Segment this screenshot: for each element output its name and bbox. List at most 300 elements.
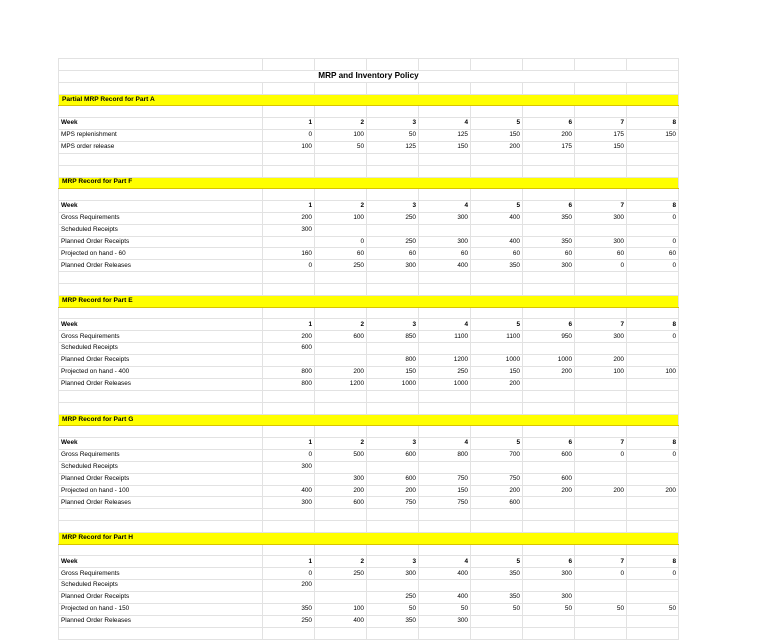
empty-cell[interactable] bbox=[315, 544, 367, 556]
data-cell[interactable] bbox=[419, 343, 471, 355]
data-cell[interactable]: 400 bbox=[419, 592, 471, 604]
data-cell[interactable]: 250 bbox=[263, 615, 315, 627]
data-cell[interactable] bbox=[263, 236, 315, 248]
empty-cell[interactable] bbox=[419, 402, 471, 414]
empty-cell[interactable] bbox=[367, 402, 419, 414]
empty-cell[interactable] bbox=[471, 521, 523, 533]
data-cell[interactable]: 400 bbox=[471, 212, 523, 224]
empty-cell[interactable] bbox=[575, 189, 627, 201]
data-cell[interactable]: 200 bbox=[263, 580, 315, 592]
empty-cell[interactable] bbox=[419, 521, 471, 533]
empty-cell[interactable] bbox=[367, 509, 419, 521]
empty-cell[interactable] bbox=[575, 82, 627, 94]
empty-cell[interactable] bbox=[523, 509, 575, 521]
data-cell[interactable]: 300 bbox=[419, 212, 471, 224]
empty-cell[interactable] bbox=[367, 521, 419, 533]
data-cell[interactable] bbox=[315, 224, 367, 236]
empty-cell[interactable] bbox=[627, 627, 679, 639]
empty-cell[interactable] bbox=[419, 509, 471, 521]
empty-cell[interactable] bbox=[627, 59, 679, 71]
empty-cell[interactable] bbox=[367, 272, 419, 284]
empty-cell[interactable] bbox=[627, 390, 679, 402]
data-cell[interactable]: 100 bbox=[315, 604, 367, 616]
data-cell[interactable]: 300 bbox=[263, 497, 315, 509]
data-cell[interactable]: 200 bbox=[471, 485, 523, 497]
data-cell[interactable]: 60 bbox=[471, 248, 523, 260]
empty-cell[interactable] bbox=[523, 106, 575, 118]
empty-cell[interactable] bbox=[59, 544, 263, 556]
data-cell[interactable]: 800 bbox=[419, 449, 471, 461]
data-cell[interactable] bbox=[471, 343, 523, 355]
empty-cell[interactable] bbox=[471, 153, 523, 165]
data-cell[interactable]: 125 bbox=[419, 129, 471, 141]
data-cell[interactable]: 600 bbox=[523, 473, 575, 485]
empty-cell[interactable] bbox=[315, 106, 367, 118]
data-cell[interactable]: 400 bbox=[315, 615, 367, 627]
data-cell[interactable]: 60 bbox=[575, 248, 627, 260]
empty-cell[interactable] bbox=[575, 521, 627, 533]
data-cell[interactable]: 0 bbox=[575, 260, 627, 272]
empty-cell[interactable] bbox=[523, 627, 575, 639]
data-cell[interactable]: 60 bbox=[523, 248, 575, 260]
empty-cell[interactable] bbox=[367, 153, 419, 165]
data-cell[interactable]: 200 bbox=[575, 355, 627, 367]
empty-cell[interactable] bbox=[263, 509, 315, 521]
empty-cell[interactable] bbox=[471, 544, 523, 556]
empty-cell[interactable] bbox=[523, 307, 575, 319]
empty-cell[interactable] bbox=[59, 165, 263, 177]
data-cell[interactable]: 600 bbox=[523, 449, 575, 461]
empty-cell[interactable] bbox=[471, 189, 523, 201]
data-cell[interactable]: 350 bbox=[263, 604, 315, 616]
data-cell[interactable]: 200 bbox=[627, 485, 679, 497]
empty-cell[interactable] bbox=[575, 284, 627, 296]
data-cell[interactable]: 1000 bbox=[471, 355, 523, 367]
empty-cell[interactable] bbox=[523, 165, 575, 177]
data-cell[interactable]: 60 bbox=[419, 248, 471, 260]
data-cell[interactable]: 750 bbox=[367, 497, 419, 509]
data-cell[interactable]: 50 bbox=[627, 604, 679, 616]
data-cell[interactable]: 400 bbox=[263, 485, 315, 497]
data-cell[interactable]: 750 bbox=[419, 497, 471, 509]
empty-cell[interactable] bbox=[59, 106, 263, 118]
empty-cell[interactable] bbox=[523, 402, 575, 414]
data-cell[interactable]: 100 bbox=[575, 366, 627, 378]
empty-cell[interactable] bbox=[523, 390, 575, 402]
empty-cell[interactable] bbox=[263, 402, 315, 414]
data-cell[interactable] bbox=[367, 461, 419, 473]
data-cell[interactable]: 250 bbox=[315, 260, 367, 272]
empty-cell[interactable] bbox=[367, 307, 419, 319]
data-cell[interactable]: 350 bbox=[471, 260, 523, 272]
data-cell[interactable]: 500 bbox=[315, 449, 367, 461]
data-cell[interactable]: 950 bbox=[523, 331, 575, 343]
empty-cell[interactable] bbox=[419, 189, 471, 201]
data-cell[interactable]: 50 bbox=[419, 604, 471, 616]
data-cell[interactable] bbox=[263, 592, 315, 604]
data-cell[interactable] bbox=[575, 615, 627, 627]
data-cell[interactable]: 200 bbox=[523, 129, 575, 141]
data-cell[interactable]: 800 bbox=[263, 378, 315, 390]
data-cell[interactable]: 150 bbox=[471, 129, 523, 141]
data-cell[interactable]: 350 bbox=[471, 592, 523, 604]
data-cell[interactable]: 300 bbox=[315, 473, 367, 485]
data-cell[interactable] bbox=[471, 615, 523, 627]
data-cell[interactable]: 0 bbox=[627, 236, 679, 248]
empty-cell[interactable] bbox=[263, 544, 315, 556]
data-cell[interactable]: 850 bbox=[367, 331, 419, 343]
empty-cell[interactable] bbox=[263, 307, 315, 319]
empty-cell[interactable] bbox=[367, 189, 419, 201]
data-cell[interactable] bbox=[627, 580, 679, 592]
data-cell[interactable]: 100 bbox=[263, 141, 315, 153]
data-cell[interactable] bbox=[263, 355, 315, 367]
empty-cell[interactable] bbox=[471, 307, 523, 319]
empty-cell[interactable] bbox=[627, 426, 679, 438]
data-cell[interactable] bbox=[575, 592, 627, 604]
empty-cell[interactable] bbox=[367, 284, 419, 296]
data-cell[interactable]: 200 bbox=[523, 485, 575, 497]
data-cell[interactable]: 100 bbox=[627, 366, 679, 378]
empty-cell[interactable] bbox=[263, 272, 315, 284]
data-cell[interactable]: 0 bbox=[575, 568, 627, 580]
data-cell[interactable]: 1100 bbox=[419, 331, 471, 343]
data-cell[interactable]: 100 bbox=[315, 129, 367, 141]
data-cell[interactable]: 0 bbox=[627, 260, 679, 272]
data-cell[interactable] bbox=[627, 355, 679, 367]
data-cell[interactable]: 200 bbox=[315, 366, 367, 378]
data-cell[interactable]: 0 bbox=[575, 449, 627, 461]
data-cell[interactable] bbox=[367, 580, 419, 592]
data-cell[interactable]: 350 bbox=[523, 212, 575, 224]
empty-cell[interactable] bbox=[523, 59, 575, 71]
data-cell[interactable] bbox=[471, 461, 523, 473]
empty-cell[interactable] bbox=[263, 82, 315, 94]
data-cell[interactable] bbox=[419, 580, 471, 592]
empty-cell[interactable] bbox=[315, 153, 367, 165]
empty-cell[interactable] bbox=[471, 390, 523, 402]
data-cell[interactable]: 50 bbox=[367, 604, 419, 616]
empty-cell[interactable] bbox=[315, 59, 367, 71]
data-cell[interactable]: 600 bbox=[263, 343, 315, 355]
empty-cell[interactable] bbox=[523, 189, 575, 201]
empty-cell[interactable] bbox=[523, 272, 575, 284]
data-cell[interactable]: 1000 bbox=[419, 378, 471, 390]
empty-cell[interactable] bbox=[419, 106, 471, 118]
data-cell[interactable] bbox=[419, 224, 471, 236]
empty-cell[interactable] bbox=[315, 82, 367, 94]
data-cell[interactable]: 750 bbox=[471, 473, 523, 485]
data-cell[interactable] bbox=[523, 343, 575, 355]
data-cell[interactable] bbox=[627, 141, 679, 153]
data-cell[interactable]: 0 bbox=[263, 260, 315, 272]
empty-cell[interactable] bbox=[627, 165, 679, 177]
data-cell[interactable]: 300 bbox=[419, 615, 471, 627]
empty-cell[interactable] bbox=[263, 165, 315, 177]
data-cell[interactable]: 200 bbox=[471, 378, 523, 390]
empty-cell[interactable] bbox=[575, 59, 627, 71]
data-cell[interactable] bbox=[523, 615, 575, 627]
empty-cell[interactable] bbox=[627, 106, 679, 118]
data-cell[interactable]: 0 bbox=[627, 212, 679, 224]
empty-cell[interactable] bbox=[419, 390, 471, 402]
data-cell[interactable]: 200 bbox=[367, 485, 419, 497]
empty-cell[interactable] bbox=[419, 544, 471, 556]
data-cell[interactable]: 200 bbox=[263, 331, 315, 343]
data-cell[interactable]: 200 bbox=[523, 366, 575, 378]
empty-cell[interactable] bbox=[315, 426, 367, 438]
empty-cell[interactable] bbox=[59, 509, 263, 521]
data-cell[interactable] bbox=[315, 343, 367, 355]
data-cell[interactable]: 800 bbox=[367, 355, 419, 367]
data-cell[interactable]: 125 bbox=[367, 141, 419, 153]
empty-cell[interactable] bbox=[367, 627, 419, 639]
empty-cell[interactable] bbox=[367, 390, 419, 402]
data-cell[interactable]: 200 bbox=[263, 212, 315, 224]
empty-cell[interactable] bbox=[575, 153, 627, 165]
data-cell[interactable]: 50 bbox=[315, 141, 367, 153]
data-cell[interactable]: 200 bbox=[575, 485, 627, 497]
empty-cell[interactable] bbox=[523, 426, 575, 438]
data-cell[interactable] bbox=[419, 461, 471, 473]
data-cell[interactable]: 750 bbox=[419, 473, 471, 485]
data-cell[interactable]: 100 bbox=[315, 212, 367, 224]
data-cell[interactable] bbox=[315, 580, 367, 592]
data-cell[interactable]: 250 bbox=[367, 236, 419, 248]
empty-cell[interactable] bbox=[419, 307, 471, 319]
data-cell[interactable]: 1200 bbox=[419, 355, 471, 367]
empty-cell[interactable] bbox=[471, 284, 523, 296]
data-cell[interactable]: 50 bbox=[575, 604, 627, 616]
data-cell[interactable] bbox=[627, 461, 679, 473]
data-cell[interactable]: 400 bbox=[471, 236, 523, 248]
empty-cell[interactable] bbox=[59, 189, 263, 201]
empty-cell[interactable] bbox=[523, 521, 575, 533]
data-cell[interactable]: 150 bbox=[419, 485, 471, 497]
empty-cell[interactable] bbox=[471, 59, 523, 71]
empty-cell[interactable] bbox=[419, 627, 471, 639]
empty-cell[interactable] bbox=[575, 106, 627, 118]
empty-cell[interactable] bbox=[575, 390, 627, 402]
empty-cell[interactable] bbox=[367, 165, 419, 177]
data-cell[interactable]: 300 bbox=[263, 461, 315, 473]
data-cell[interactable]: 150 bbox=[575, 141, 627, 153]
data-cell[interactable] bbox=[627, 378, 679, 390]
data-cell[interactable]: 1200 bbox=[315, 378, 367, 390]
data-cell[interactable]: 200 bbox=[471, 141, 523, 153]
empty-cell[interactable] bbox=[315, 402, 367, 414]
data-cell[interactable] bbox=[315, 461, 367, 473]
empty-cell[interactable] bbox=[627, 307, 679, 319]
empty-cell[interactable] bbox=[627, 544, 679, 556]
data-cell[interactable] bbox=[575, 497, 627, 509]
empty-cell[interactable] bbox=[59, 390, 263, 402]
empty-cell[interactable] bbox=[263, 284, 315, 296]
empty-cell[interactable] bbox=[315, 272, 367, 284]
data-cell[interactable] bbox=[315, 592, 367, 604]
data-cell[interactable]: 350 bbox=[367, 615, 419, 627]
empty-cell[interactable] bbox=[419, 284, 471, 296]
empty-cell[interactable] bbox=[575, 509, 627, 521]
data-cell[interactable]: 600 bbox=[315, 497, 367, 509]
empty-cell[interactable] bbox=[59, 402, 263, 414]
data-cell[interactable] bbox=[471, 580, 523, 592]
empty-cell[interactable] bbox=[59, 284, 263, 296]
empty-cell[interactable] bbox=[59, 82, 263, 94]
empty-cell[interactable] bbox=[59, 59, 263, 71]
data-cell[interactable]: 0 bbox=[263, 129, 315, 141]
empty-cell[interactable] bbox=[471, 402, 523, 414]
empty-cell[interactable] bbox=[575, 426, 627, 438]
empty-cell[interactable] bbox=[59, 426, 263, 438]
data-cell[interactable]: 0 bbox=[627, 449, 679, 461]
data-cell[interactable]: 600 bbox=[315, 331, 367, 343]
data-cell[interactable]: 50 bbox=[523, 604, 575, 616]
empty-cell[interactable] bbox=[263, 390, 315, 402]
data-cell[interactable]: 0 bbox=[627, 568, 679, 580]
data-cell[interactable] bbox=[263, 473, 315, 485]
empty-cell[interactable] bbox=[263, 59, 315, 71]
empty-cell[interactable] bbox=[627, 521, 679, 533]
empty-cell[interactable] bbox=[315, 284, 367, 296]
data-cell[interactable] bbox=[627, 497, 679, 509]
data-cell[interactable]: 0 bbox=[263, 568, 315, 580]
data-cell[interactable] bbox=[575, 461, 627, 473]
data-cell[interactable] bbox=[575, 224, 627, 236]
data-cell[interactable] bbox=[367, 224, 419, 236]
empty-cell[interactable] bbox=[471, 272, 523, 284]
empty-cell[interactable] bbox=[419, 82, 471, 94]
data-cell[interactable]: 400 bbox=[419, 260, 471, 272]
empty-cell[interactable] bbox=[627, 153, 679, 165]
data-cell[interactable]: 300 bbox=[419, 236, 471, 248]
empty-cell[interactable] bbox=[419, 272, 471, 284]
data-cell[interactable]: 175 bbox=[575, 129, 627, 141]
data-cell[interactable]: 1100 bbox=[471, 331, 523, 343]
data-cell[interactable] bbox=[523, 580, 575, 592]
empty-cell[interactable] bbox=[471, 627, 523, 639]
data-cell[interactable]: 300 bbox=[575, 331, 627, 343]
data-cell[interactable] bbox=[627, 343, 679, 355]
empty-cell[interactable] bbox=[523, 82, 575, 94]
empty-cell[interactable] bbox=[627, 402, 679, 414]
data-cell[interactable]: 250 bbox=[419, 366, 471, 378]
empty-cell[interactable] bbox=[575, 165, 627, 177]
empty-cell[interactable] bbox=[575, 627, 627, 639]
empty-cell[interactable] bbox=[315, 521, 367, 533]
data-cell[interactable]: 60 bbox=[315, 248, 367, 260]
empty-cell[interactable] bbox=[315, 390, 367, 402]
data-cell[interactable]: 150 bbox=[471, 366, 523, 378]
data-cell[interactable]: 300 bbox=[523, 568, 575, 580]
data-cell[interactable]: 300 bbox=[575, 212, 627, 224]
empty-cell[interactable] bbox=[471, 426, 523, 438]
data-cell[interactable]: 0 bbox=[627, 331, 679, 343]
data-cell[interactable] bbox=[523, 461, 575, 473]
data-cell[interactable]: 600 bbox=[367, 473, 419, 485]
data-cell[interactable] bbox=[575, 473, 627, 485]
empty-cell[interactable] bbox=[59, 307, 263, 319]
data-cell[interactable] bbox=[523, 224, 575, 236]
empty-cell[interactable] bbox=[59, 153, 263, 165]
empty-cell[interactable] bbox=[627, 82, 679, 94]
data-cell[interactable]: 150 bbox=[419, 141, 471, 153]
data-cell[interactable]: 200 bbox=[315, 485, 367, 497]
empty-cell[interactable] bbox=[627, 509, 679, 521]
data-cell[interactable] bbox=[627, 473, 679, 485]
empty-cell[interactable] bbox=[367, 426, 419, 438]
empty-cell[interactable] bbox=[419, 165, 471, 177]
data-cell[interactable]: 250 bbox=[367, 212, 419, 224]
data-cell[interactable]: 600 bbox=[471, 497, 523, 509]
empty-cell[interactable] bbox=[315, 509, 367, 521]
empty-cell[interactable] bbox=[523, 544, 575, 556]
empty-cell[interactable] bbox=[59, 521, 263, 533]
empty-cell[interactable] bbox=[263, 521, 315, 533]
data-cell[interactable]: 60 bbox=[627, 248, 679, 260]
data-cell[interactable]: 175 bbox=[523, 141, 575, 153]
data-cell[interactable]: 350 bbox=[523, 236, 575, 248]
data-cell[interactable]: 150 bbox=[627, 129, 679, 141]
empty-cell[interactable] bbox=[575, 544, 627, 556]
empty-cell[interactable] bbox=[419, 153, 471, 165]
empty-cell[interactable] bbox=[523, 153, 575, 165]
empty-cell[interactable] bbox=[471, 509, 523, 521]
empty-cell[interactable] bbox=[59, 627, 263, 639]
data-cell[interactable] bbox=[523, 378, 575, 390]
empty-cell[interactable] bbox=[315, 627, 367, 639]
data-cell[interactable]: 250 bbox=[315, 568, 367, 580]
empty-cell[interactable] bbox=[419, 426, 471, 438]
data-cell[interactable] bbox=[367, 343, 419, 355]
empty-cell[interactable] bbox=[367, 82, 419, 94]
empty-cell[interactable] bbox=[575, 402, 627, 414]
data-cell[interactable]: 60 bbox=[367, 248, 419, 260]
empty-cell[interactable] bbox=[419, 59, 471, 71]
empty-cell[interactable] bbox=[627, 189, 679, 201]
data-cell[interactable]: 400 bbox=[419, 568, 471, 580]
empty-cell[interactable] bbox=[575, 307, 627, 319]
empty-cell[interactable] bbox=[627, 272, 679, 284]
data-cell[interactable] bbox=[627, 592, 679, 604]
empty-cell[interactable] bbox=[315, 165, 367, 177]
empty-cell[interactable] bbox=[471, 106, 523, 118]
data-cell[interactable] bbox=[315, 355, 367, 367]
empty-cell[interactable] bbox=[471, 82, 523, 94]
empty-cell[interactable] bbox=[263, 627, 315, 639]
data-cell[interactable]: 300 bbox=[263, 224, 315, 236]
empty-cell[interactable] bbox=[315, 307, 367, 319]
data-cell[interactable] bbox=[575, 378, 627, 390]
data-cell[interactable]: 600 bbox=[367, 449, 419, 461]
data-cell[interactable]: 0 bbox=[263, 449, 315, 461]
empty-cell[interactable] bbox=[263, 426, 315, 438]
data-cell[interactable] bbox=[627, 224, 679, 236]
data-cell[interactable]: 150 bbox=[367, 366, 419, 378]
empty-cell[interactable] bbox=[59, 272, 263, 284]
empty-cell[interactable] bbox=[575, 272, 627, 284]
empty-cell[interactable] bbox=[367, 106, 419, 118]
data-cell[interactable]: 700 bbox=[471, 449, 523, 461]
data-cell[interactable]: 50 bbox=[471, 604, 523, 616]
data-cell[interactable]: 250 bbox=[367, 592, 419, 604]
empty-cell[interactable] bbox=[263, 153, 315, 165]
data-cell[interactable] bbox=[575, 343, 627, 355]
data-cell[interactable]: 300 bbox=[367, 568, 419, 580]
empty-cell[interactable] bbox=[627, 284, 679, 296]
data-cell[interactable] bbox=[471, 224, 523, 236]
data-cell[interactable]: 0 bbox=[315, 236, 367, 248]
